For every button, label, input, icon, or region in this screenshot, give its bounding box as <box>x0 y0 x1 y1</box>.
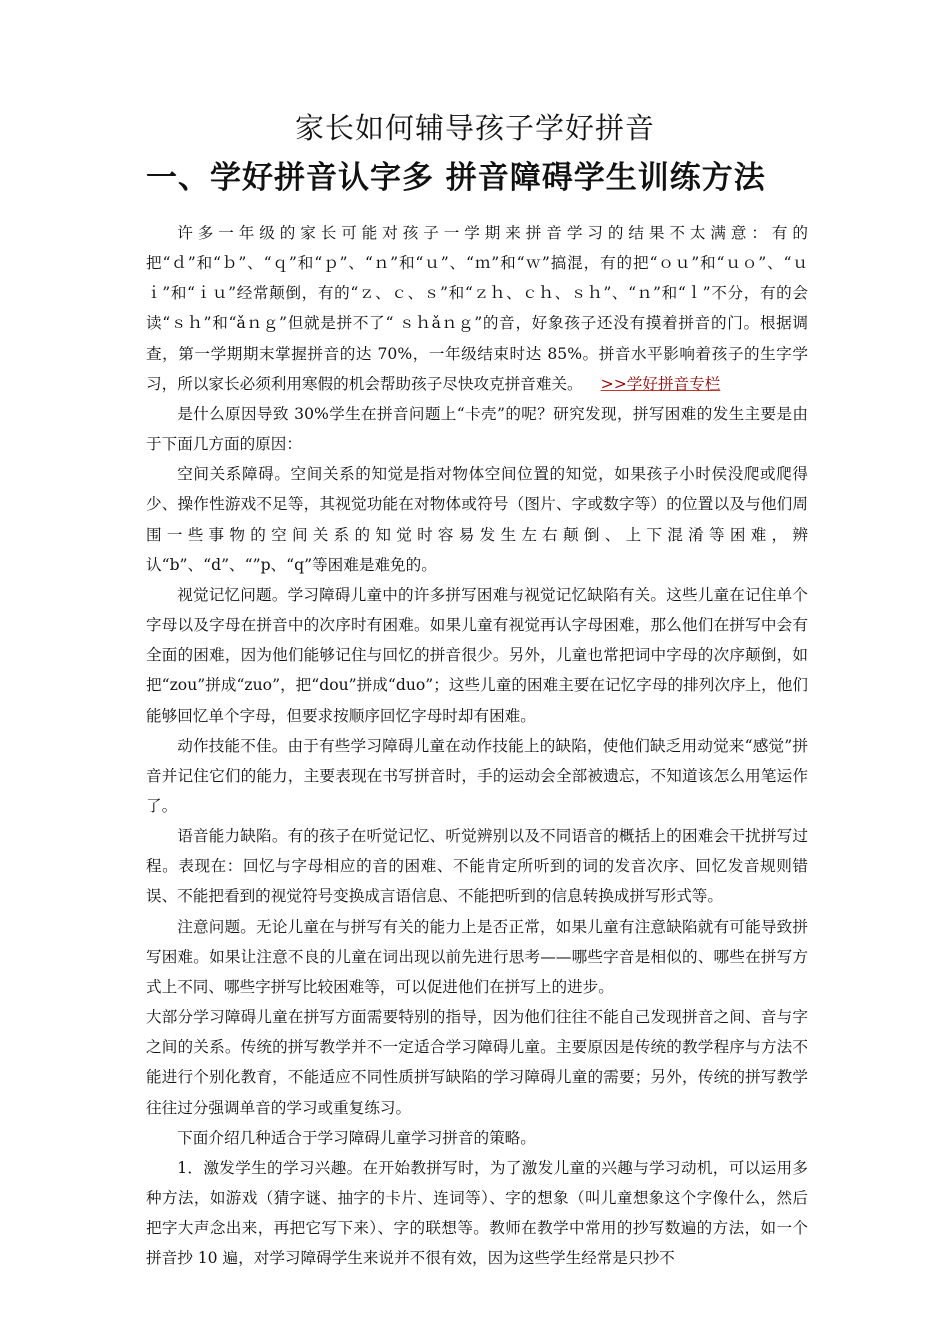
paragraph-text: 许多一年级的家长可能对孩子一学期来拼音学习的结果不太满意：有的把“ｄ”和“ｂ”、“ｑ”和“ｐ”、“ｎ”和“ｕ”、“ｍ”和“ｗ”搞混，有的把“ｏｕ”和“ｕｏ”、“ｕｉ”和“ｉｕ”经常颠倒，有的“ｚ、ｃ、ｓ”和“ｚｈ、ｃｈ、ｓｈ”、“ｎ”和“ｌ”不分，有的会读“ｓｈ”和“ǎｎｇ”但就是拼不了“ ｓｈǎｎｇ”的音，好象孩子还没有摸着拼音的门。根据调查，第一学期期末掌握拼音的达 70%，一年级结束时达 85%。拼音水平影响着孩子的生字学习，所以家长必须利用寒假的机会帮助孩子尽快攻克拼音难关。 <box>146 224 808 393</box>
paragraph-intro <box>146 218 808 399</box>
paragraph: 视觉记忆问题。学习障碍儿童中的许多拼写困难与视觉记忆缺陷有关。这些儿童在记住单个字母以及字母在拼音中的次序时有困难。如果儿童有视觉再认字母困难，那么他们在拼写中会有全面的困难，因为他们能够记住与回忆的拼音很少。另外，儿童也常把词中字母的次序颠倒，如把“zou”拼成“zuo”，把“dou”拼成“duo”；这些儿童的困难主要在记忆字母的排列次序上，他们能够回忆单个字母，但要求按顺序回忆字母时却有困难。 <box>146 585 808 725</box>
paragraph: 1．激发学生的学习兴趣。在开始教拼写时，为了激发儿童的兴趣与学习动机，可以运用多种方法，如游戏（猜字谜、抽字的卡片、连词等）、字的想象（叫儿童想象这个字像什么，然后把字大声念出来，再把它写下来）、字的联想等。教师在教学中常用的抄写数遍的方法，如一个拼音抄 10 遍，对学习障碍学生来说并不很有效，因为这些学生经常是只抄不 <box>146 1158 808 1268</box>
paragraph: 动作技能不佳。由于有些学习障碍儿童在动作技能上的缺陷，使他们缺乏用动觉来“感觉”拼音并记住它们的能力，主要表现在书写拼音时，手的运动会全部被遗忘，不知道该怎么用笔运作了。 <box>146 736 808 815</box>
paragraph: 下面介绍几种适合于学习障碍儿童学习拼音的策略。 <box>177 1128 536 1147</box>
paragraph: 是什么原因导致 30%学生在拼音问题上“卡壳”的呢？研究发现，拼写困难的发生主要是由于下面几方面的原因： <box>146 404 808 454</box>
document-title: 家长如何辅导孩子学好拼音 <box>294 111 655 145</box>
section-heading: 一、学好拼音认字多 拼音障碍学生训练方法 <box>146 160 766 196</box>
paragraph: 注意问题。无论儿童在与拼写有关的能力上是否正常，如果儿童有注意缺陷就有可能导致拼写困难。如果让注意不良的儿童在词出现以前先进行思考——哪些字音是相似的、哪些在拼写方式上不同、哪些字拼写比较困难等，可以促进他们在拼写上的进步。 <box>146 917 808 996</box>
paragraph: 语音能力缺陷。有的孩子在听觉记忆、听觉辨别以及不同语音的概括上的困难会干扰拼写过程。表现在：回忆与字母相应的音的困难、不能肯定所听到的词的发音次序、回忆发音规则错误、不能把看到的视觉符号变换成言语信息、不能把听到的信息转换成拼写形式等。 <box>146 827 808 906</box>
pinyin-column-link[interactable]: >>学好拼音专栏 <box>600 374 721 393</box>
paragraph: 空间关系障碍。空间关系的知觉是指对物体空间位置的知觉，如果孩子小时侯没爬或爬得少、操作性游戏不足等，其视觉功能在对物体或符号（图片、字或数字等）的位置以及与他们周围一些事物的空间关系的知觉时容易发生左右颠倒、上下混淆等困难，辨认“b”、“d”、“”p、“q”等困难是难免的。 <box>146 465 808 574</box>
body-text <box>146 218 808 1273</box>
paragraph: 大部分学习障碍儿童在拼写方面需要特别的指导，因为他们往往不能自己发现拼音之间、音与字之间的关系。传统的拼写教学并不一定适合学习障碍儿童。主要原因是传统的教学程序与方法不能进行个别化教育，不能适应不同性质拼写缺陷的学习障碍儿童的需要；另外，传统的拼写教学往往过分强调单音的学习或重复练习。 <box>146 1008 808 1117</box>
